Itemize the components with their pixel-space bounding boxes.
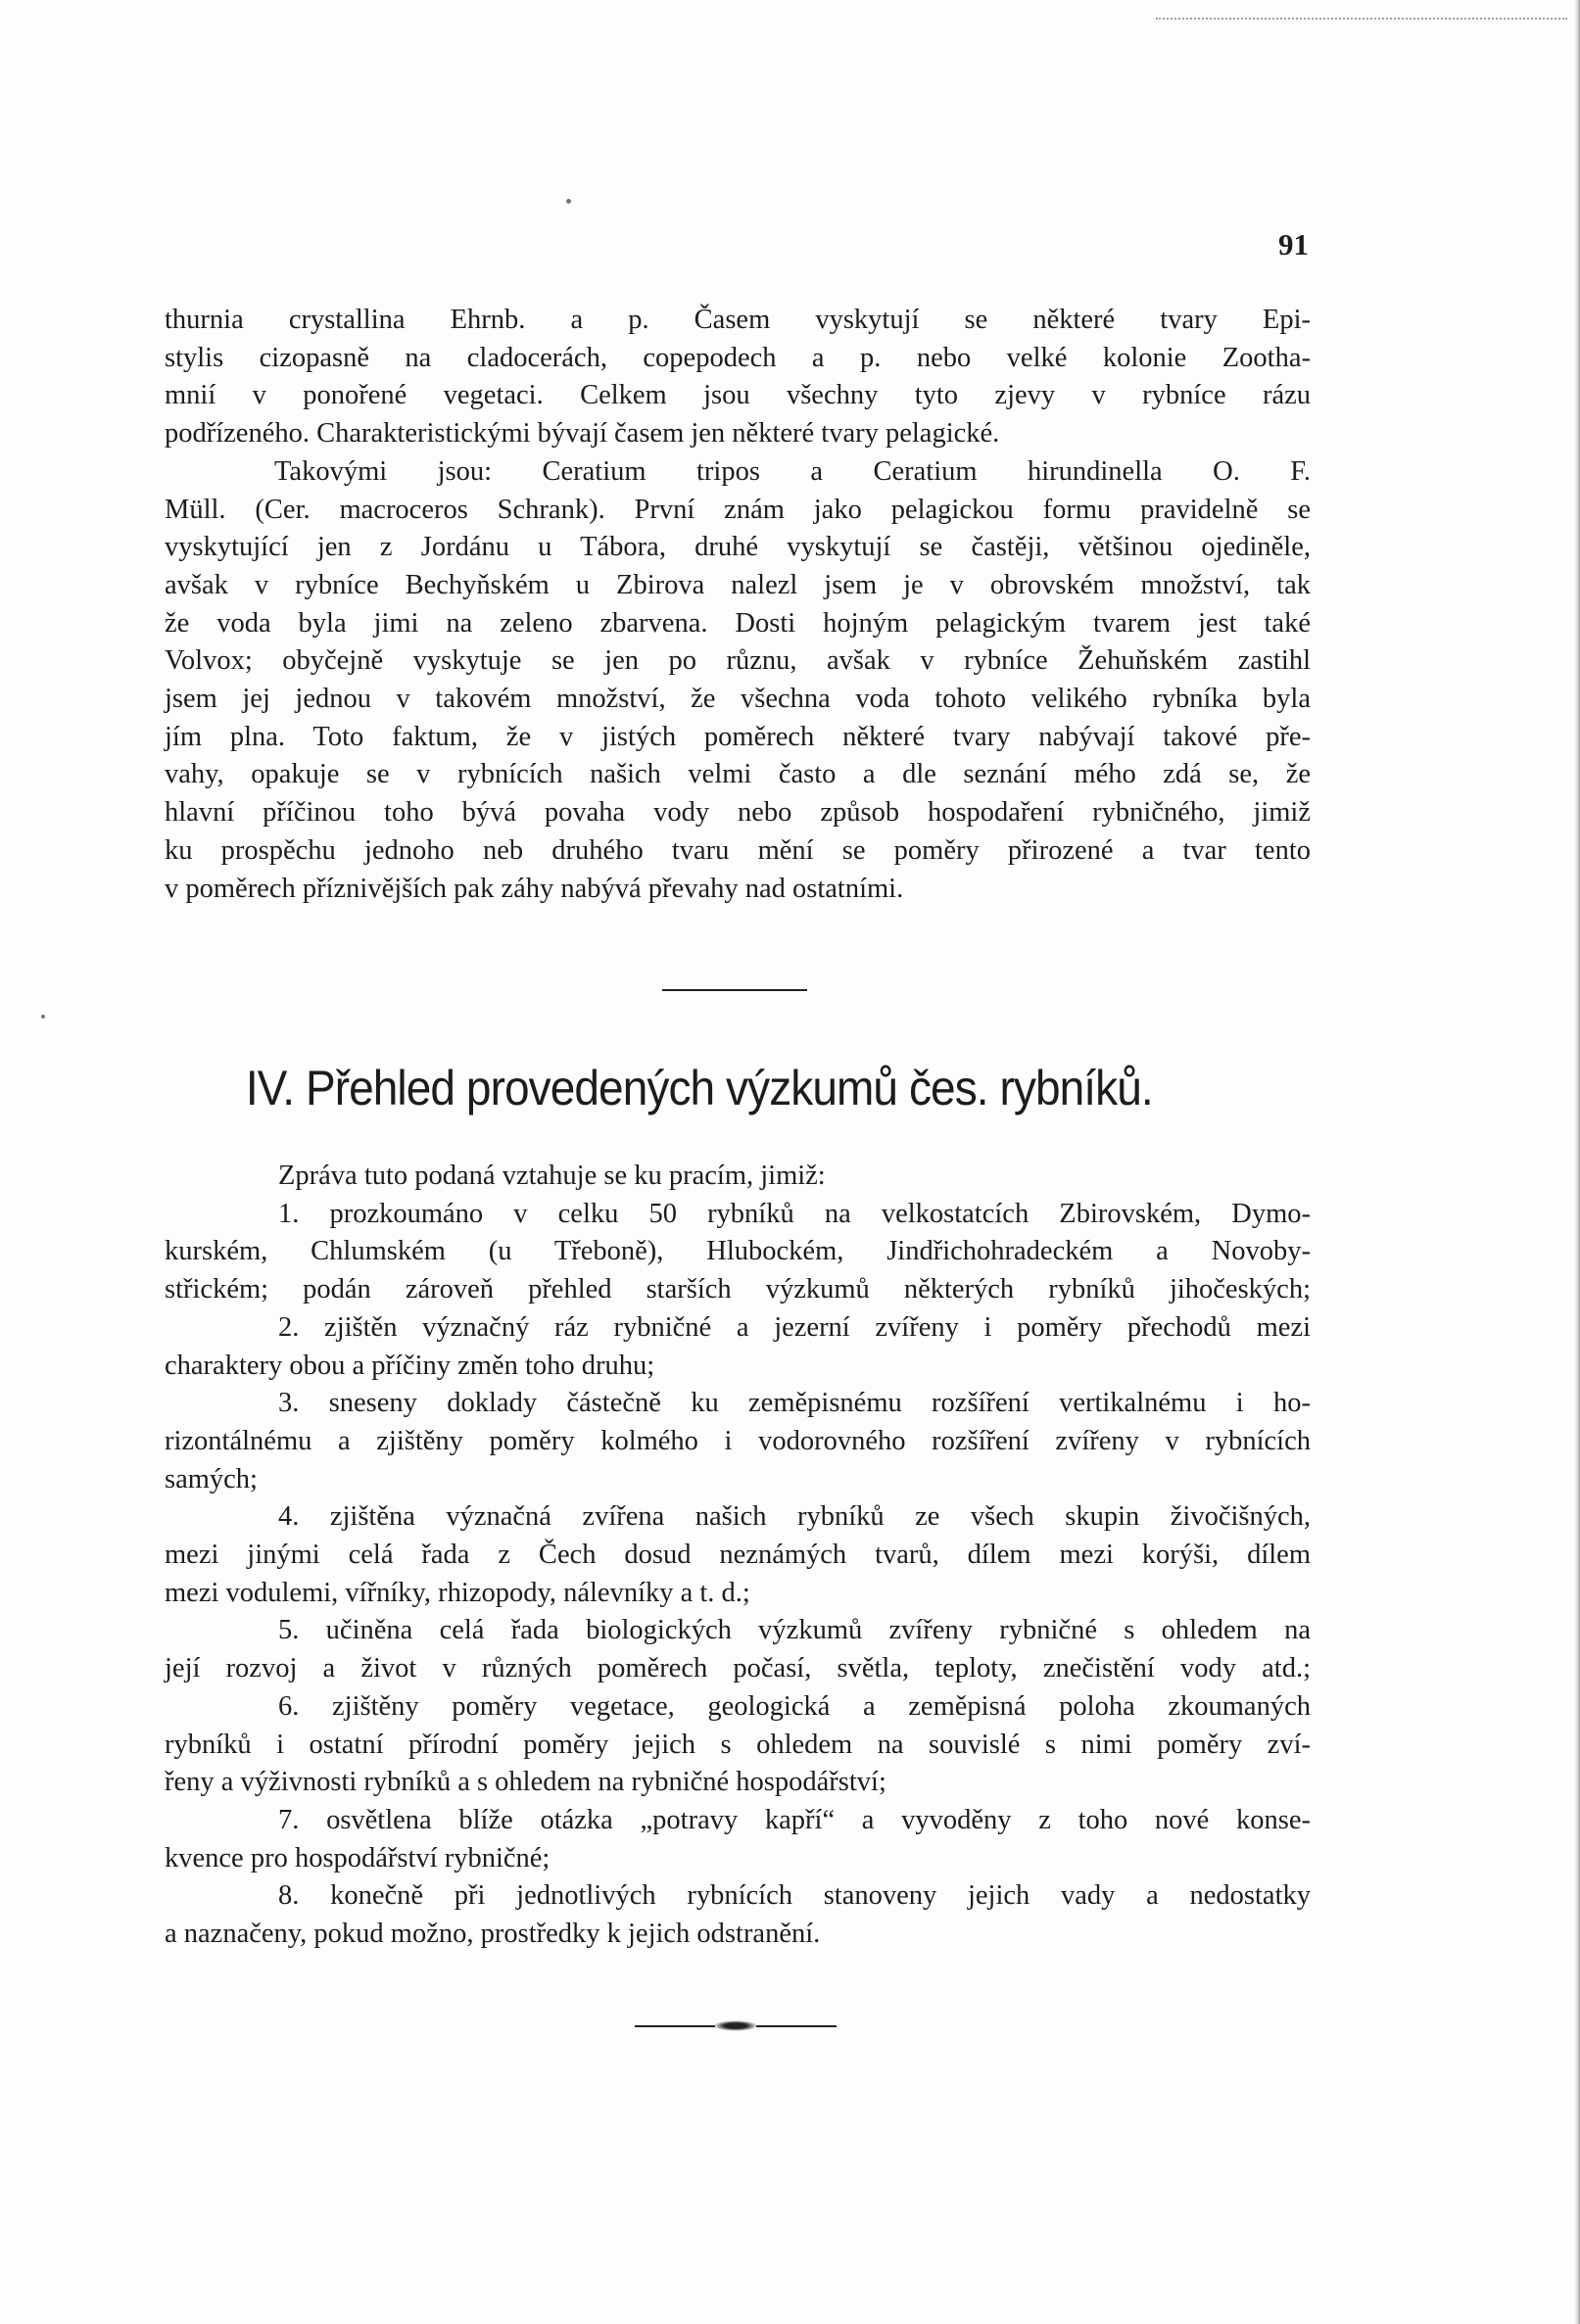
list-item: 6. zjištěny poměry vegetace, geologická a zeměpisná poloha zkoumaných bbox=[278, 1690, 1311, 1722]
text-line: stylis cizopasně na cladocerách, copepodech a p. nebo velké kolonie Zootha- bbox=[165, 342, 1311, 373]
text-line: rizontálnému a zjištěny poměry kolmého i vodorovného rozšíření zvířeny v rybnících bbox=[165, 1425, 1311, 1456]
section-heading: IV. Přehled provedených výzkumů čes. rybníků. bbox=[245, 1061, 1153, 1115]
scan-speck bbox=[566, 199, 571, 204]
text-line: kurském, Chlumském (u Třeboně), Hlubockém, Jindřichohradeckém a Novoby- bbox=[165, 1236, 1311, 1267]
list-item: 4. zjištěna význačná zvířena našich rybníků ze všech skupin živočišných, bbox=[278, 1501, 1311, 1533]
text-line: mezi jinými celá řada z Čech dosud neznámých tvarů, dílem mezi korýši, dílem bbox=[165, 1540, 1311, 1571]
text-line: Zpráva tuto podaná vztahuje se ku pracím, jimiž: bbox=[278, 1161, 826, 1191]
list-item: 7. osvětlena blíže otázka „potravy kapří“ a vyvoděny z toho nové konse- bbox=[278, 1804, 1311, 1835]
list-item: 3. sneseny doklady částečně ku zeměpisnému rozšíření vertikalnému i ho- bbox=[278, 1388, 1311, 1419]
scan-edge-top bbox=[1156, 18, 1567, 24]
text-line: vyskytující jen z Jordánu u Tábora, druhé vyskytují se častěji, většinou ojediněle, bbox=[165, 532, 1311, 563]
ornament-bar-left bbox=[635, 2025, 715, 2027]
text-line: Müll. (Cer. macroceros Schrank). První znám jako pelagickou formu pravidelně se bbox=[165, 494, 1311, 525]
text-line: mnií v ponořené vegetaci. Celkem jsou všechny tyto zjevy v rybníce rázu bbox=[165, 380, 1311, 411]
text-line: jsem jej jednou v takovém množství, že všechna voda tohoto velikého rybníka byla bbox=[165, 684, 1311, 715]
text-line: podřízeného. Charakteristickými bývají časem jen některé tvary pelagické. bbox=[165, 418, 1000, 450]
text-line: Takovými jsou: Ceratium tripos a Ceratium hirundinella O. F. bbox=[274, 455, 1311, 487]
list-item: 1. prozkoumáno v celku 50 rybníků na velkostatcích Zbirovském, Dymo- bbox=[278, 1198, 1311, 1229]
scan-speck bbox=[41, 1015, 45, 1019]
text-line: vahy, opakuje se v rybnících našich velmi často a dle seznání mého zdá se, že bbox=[165, 759, 1311, 790]
text-line: thurnia crystallina Ehrnb. a p. Časem vyskytují se některé tvary Epi- bbox=[165, 305, 1311, 335]
text-line: avšak v rybníce Bechyňském u Zbirova nalezl jsem je v obrovském množství, tak bbox=[165, 569, 1311, 600]
text-line: samých; bbox=[165, 1463, 258, 1494]
text-line: kvence pro hospodářství rybničné; bbox=[165, 1842, 551, 1873]
text-line: ku prospěchu jednoho neb druhého tvaru mění se poměry přirozené a tvar tento bbox=[165, 834, 1311, 866]
closing-ornament bbox=[635, 2019, 837, 2033]
ornament-knot bbox=[713, 2020, 758, 2031]
text-line: její rozvoj a život v různých poměrech počasí, světla, teploty, znečistění vody atd.; bbox=[165, 1653, 1311, 1684]
scan-edge-right bbox=[1574, 0, 1580, 2324]
text-line: jím plna. Toto faktum, že v jistých poměrech některé tvary nabývají takové pře- bbox=[165, 721, 1311, 752]
text-line: v poměrech příznivějších pak záhy nabývá převahy nad ostatními. bbox=[165, 873, 904, 904]
text-line: střickém; podán zároveň přehled starších výzkumů některých rybníků jihočeských; bbox=[165, 1274, 1311, 1305]
text-line: řeny a výživnosti rybníků a s ohledem na rybničné hospodářství; bbox=[165, 1767, 886, 1798]
text-line: hlavní příčinou toho bývá povaha vody nebo způsob hospodaření rybničného, jimiž bbox=[165, 797, 1311, 829]
text-line: a naznačeny, pokud možno, prostředky k jejich odstranění. bbox=[165, 1919, 821, 1950]
list-item: 2. zjištěn význačný ráz rybničné a jezerní zvířeny i poměry přechodů mezi bbox=[278, 1311, 1311, 1343]
list-item: 8. konečně při jednotlivých rybnících stanoveny jejich vady a nedostatky bbox=[278, 1880, 1311, 1912]
upper-paragraph bbox=[165, 302, 1311, 908]
text-line: Volvox; obyčejně vyskytuje se jen po různu, avšak v rybníce Žehuňském zastihl bbox=[165, 645, 1311, 677]
section-divider-rule bbox=[662, 989, 807, 991]
page-number: 91 bbox=[1278, 227, 1309, 261]
lower-paragraph bbox=[165, 1158, 1311, 1954]
text-line: že voda byla jimi na zeleno zbarvena. Dosti hojným pelagickým tvarem jest také bbox=[165, 607, 1311, 639]
ornament-bar-right bbox=[756, 2025, 837, 2027]
list-item: 5. učiněna celá řada biologických výzkumů zvířeny rybničné s ohledem na bbox=[278, 1615, 1311, 1646]
text-line: rybníků i ostatní přírodní poměry jejich s ohledem na souvislé s nimi poměry zví- bbox=[165, 1729, 1311, 1760]
text-line: charaktery obou a příčiny změn toho druhu; bbox=[165, 1350, 655, 1381]
text-line: mezi vodulemi, vířníky, rhizopody, nálevníky a t. d.; bbox=[165, 1577, 750, 1608]
